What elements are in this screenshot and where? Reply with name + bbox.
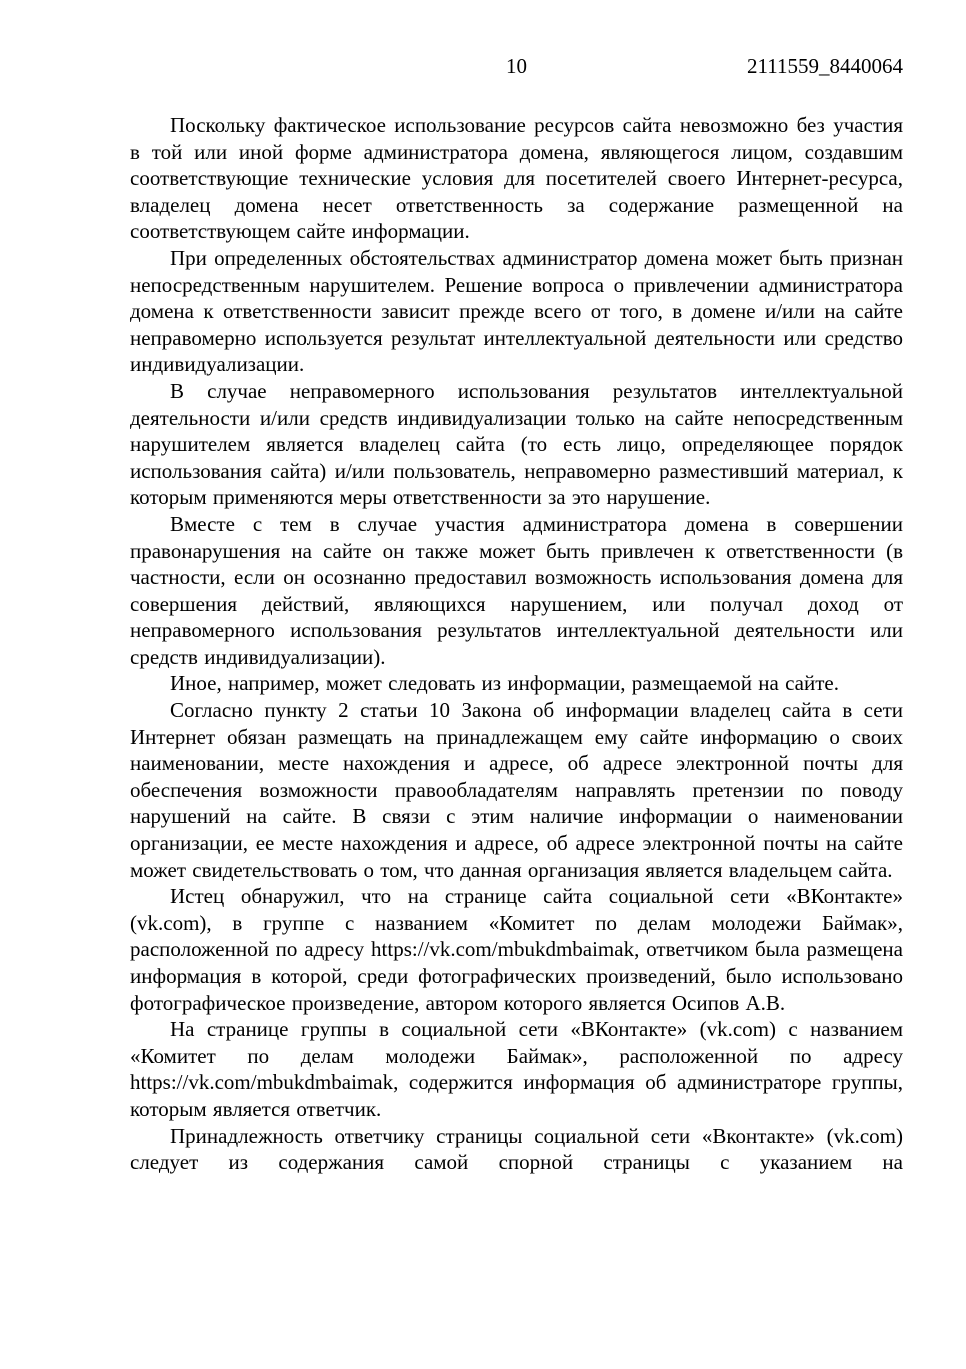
paragraph: На странице группы в социальной сети «ВКонтакте» (vk.com) с названием «Комитет по делам молодежи Баймак», расположенной по адресу https://vk.com/mbukdmbaimak, содержится информация об администраторе группы, которым является ответчик. xyxy=(130,1017,903,1121)
paragraph: Согласно пункту 2 статьи 10 Закона об информации владелец сайта в сети Интернет обязан размещать на принадлежащем ему сайте информацию о своих наименовании, месте нахождения и адресе, об адресе электронной почты для обеспечения возможности правообладателям направлять претензии по поводу нарушений на сайте. В связи с этим наличие информации о наименовании организации, ее месте нахождения и адресе, об адресе электронной почты на сайте может свидетельствовать о том, что данная организация является владельцем сайта. xyxy=(130,698,903,882)
paragraph: Поскольку фактическое использование ресурсов сайта невозможно без участия в той или иной форме администратора домена, являющегося лицом, создавшим соответствующие технические условия для посетителей своего Интернет-ресурса, владелец домена несет ответственность за содержание размещенной на соответствующем сайте информации. xyxy=(130,113,903,244)
paragraph: При определенных обстоятельствах администратор домена может быть признан непосредственным нарушителем. Решение вопроса о привлечении администратора домена к ответственности зависит прежде всего от того, в домене и/или на сайте неправомерно используется результат интеллектуальной деятельности или средство индивидуализации. xyxy=(130,245,903,377)
page-number: 10 xyxy=(506,54,527,78)
document-id: 2111559_8440064 xyxy=(747,54,903,78)
paragraph: Истец обнаружил, что на странице сайта социальной сети «ВКонтакте» (vk.com), в группе с названием «Комитет по делам молодежи Баймак», расположенной по адресу https://vk.com/mbukdmbaimak, ответчиком была размещена информация в которой, среди фотографических произведений, было использовано фотографическое произведение, автором которого является Осипов А.В. xyxy=(130,884,903,1015)
document-body xyxy=(130,112,903,1176)
paragraph: В случае неправомерного использования результатов интеллектуальной деятельности и/или средств индивидуализации только на сайте непосредственным нарушителем является владелец сайта (то есть лицо, определяющее порядок использования сайта) и/или пользователь, неправомерно разместивший материал, к которым применяются меры ответственности за это нарушение. xyxy=(130,378,903,510)
paragraph: Принадлежность ответчику страницы социальной сети «Вконтакте» (vk.com) следует из содержания самой спорной страницы с указанием на xyxy=(130,1123,903,1175)
page-header xyxy=(130,55,903,77)
paragraph: Иное, например, может следовать из информации, размещаемой на сайте. xyxy=(170,671,839,696)
paragraph: Вместе с тем в случае участия администратора домена в совершении правонарушения на сайте он также может быть привлечен к ответственности (в частности, если он осознанно предоставил возможность использования домена для совершения действий, являющихся нарушением, или получал доход от неправомерного использования результатов интеллектуальной деятельности или средств индивидуализации). xyxy=(130,511,903,669)
